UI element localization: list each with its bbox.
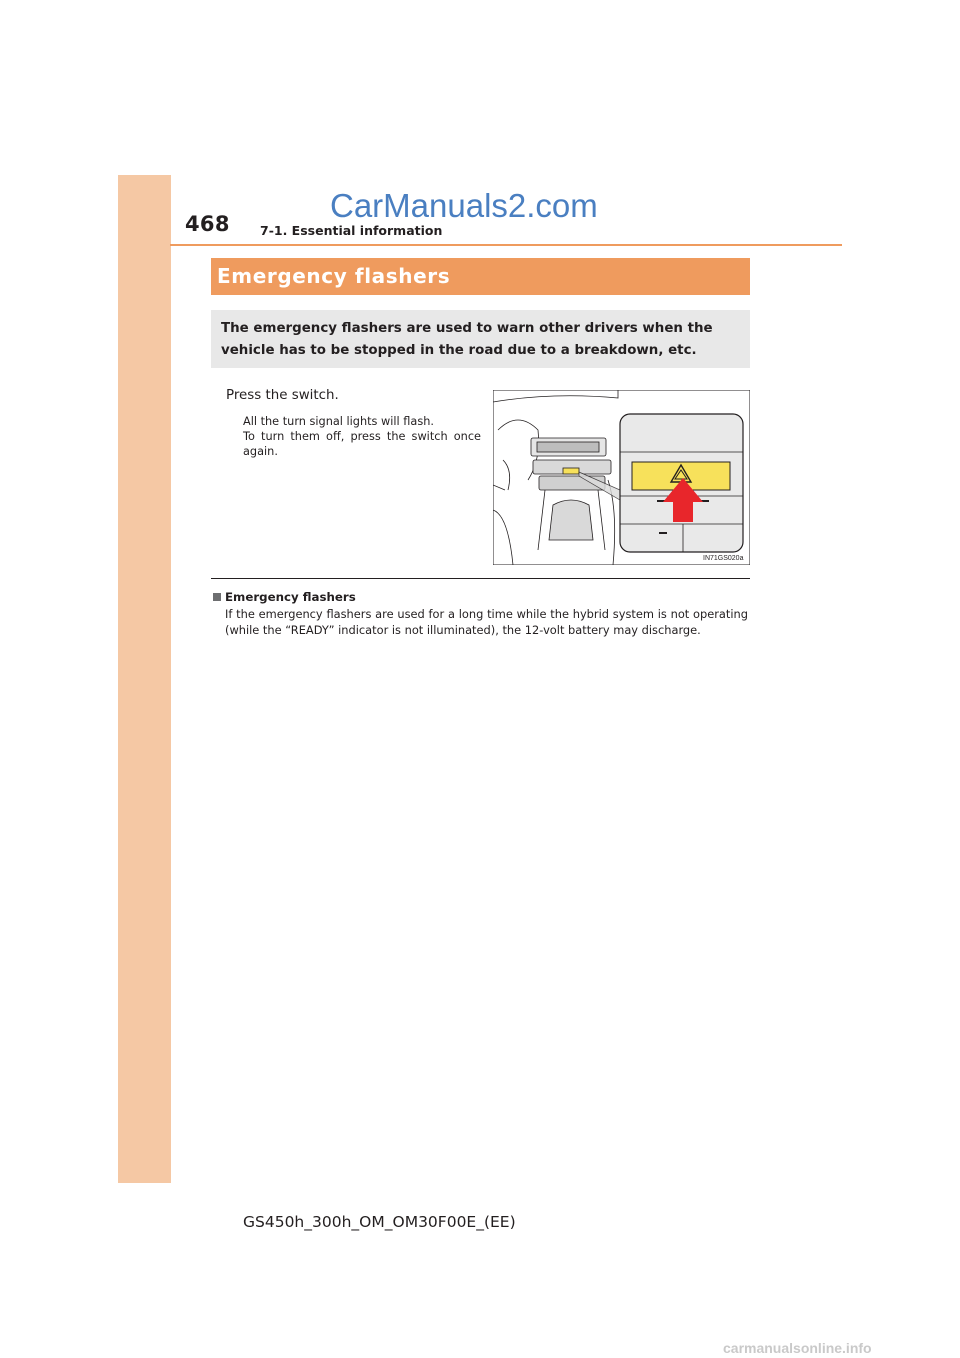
note-body: If the emergency flashers are used for a long time while the hybrid system is not operating (while the “READY” indicator is not illuminated), the 12-volt battery may discharge.	[225, 607, 748, 637]
site-watermark[interactable]: carmanualsonline.info	[723, 1340, 872, 1356]
model-code: GS450h_300h_OM_OM30F00E_(EE)	[243, 1213, 516, 1231]
note-heading-text: Emergency flashers	[225, 590, 356, 604]
intro-box	[211, 310, 750, 368]
note-heading	[213, 590, 356, 604]
instruction-details	[243, 414, 481, 459]
title-bar	[211, 258, 750, 295]
square-bullet-icon	[213, 593, 221, 601]
illustration-code: IN71GS020a	[703, 555, 744, 562]
page-number: 468	[185, 212, 230, 236]
dashboard-illustration	[493, 390, 750, 565]
zoom-panel	[620, 414, 743, 552]
header-rule	[170, 244, 842, 246]
page-title: Emergency flashers	[217, 264, 451, 288]
instruction-detail-1: All the turn signal lights will flash.	[243, 415, 434, 428]
note-rule	[211, 578, 750, 579]
side-band	[118, 175, 171, 1183]
instruction-detail-2: To turn them off, press the switch once again.	[243, 430, 481, 458]
section-label: 7-1. Essential information	[260, 223, 443, 238]
instruction-step: Press the switch.	[226, 388, 339, 403]
watermark-logo[interactable]: CarManuals2.com	[330, 187, 598, 224]
intro-text: The emergency flashers are used to warn other drivers when the vehicle has to be stopped in the road due to a breakdown, etc.	[221, 321, 713, 358]
